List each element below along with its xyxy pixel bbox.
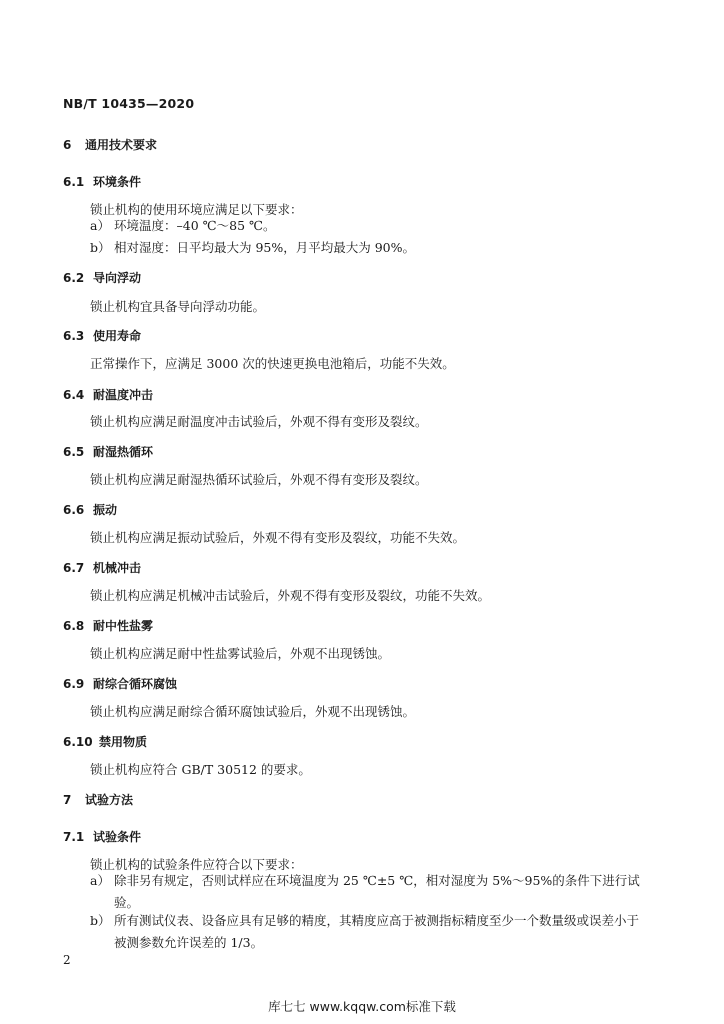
section-heading-6-10	[63, 733, 147, 750]
section-heading-7-1	[63, 828, 141, 845]
paragraph-6-2: 锁止机构宜具备导向浮动功能。	[90, 299, 266, 314]
section-heading-6-8	[63, 617, 153, 634]
paragraph-6-4: 锁止机构应满足耐温度冲击试验后，外观不得有变形及裂纹。	[90, 414, 428, 429]
section-number: 6.2	[63, 271, 85, 285]
section-number: 6.10	[63, 735, 93, 749]
section-heading-7	[63, 791, 133, 808]
section-title: 耐综合循环腐蚀	[93, 677, 178, 691]
standard-number: NB/T 10435—2020	[63, 96, 195, 111]
section-number: 6.7	[63, 561, 85, 575]
section-number: 6.5	[63, 445, 85, 459]
section-number: 6	[63, 138, 72, 152]
section-heading-6-1	[63, 173, 141, 190]
section-heading-6-3	[63, 327, 141, 344]
paragraph-6-1: 锁止机构的使用环境应满足以下要求：	[90, 202, 303, 217]
section-number: 7	[63, 793, 72, 807]
section-title: 环境条件	[93, 175, 142, 189]
list-text: 除非另有规定，否则试样应在环境温度为 25 ℃±5 ℃，相对湿度为 5%～95%的条件下进行试验。	[114, 873, 640, 910]
section-heading-6	[63, 136, 157, 153]
paragraph-6-6: 锁止机构应满足振动试验后，外观不得有变形及裂纹，功能不失效。	[90, 530, 466, 545]
list-marker: b）	[90, 913, 111, 928]
list-item-7-1-b	[90, 910, 650, 954]
section-number: 6.9	[63, 677, 85, 691]
list-text: 相对湿度：日平均最大为 95%，月平均最大为 90%。	[114, 240, 416, 255]
paragraph-6-10: 锁止机构应符合 GB/T 30512 的要求。	[90, 762, 311, 777]
section-title: 机械冲击	[93, 561, 142, 575]
section-number: 6.3	[63, 329, 85, 343]
section-heading-6-6	[63, 501, 117, 518]
paragraph-6-8: 锁止机构应满足耐中性盐雾试验后，外观不出现锈蚀。	[90, 646, 391, 661]
page-number: 2	[63, 953, 71, 967]
list-marker: a）	[90, 218, 110, 233]
list-item-6-1-b	[90, 237, 650, 259]
section-title: 通用技术要求	[85, 138, 158, 152]
list-marker: b）	[90, 240, 111, 255]
section-heading-6-9	[63, 675, 177, 692]
section-title: 禁用物质	[99, 735, 148, 749]
section-number: 6.8	[63, 619, 85, 633]
paragraph-6-5: 锁止机构应满足耐湿热循环试验后，外观不得有变形及裂纹。	[90, 472, 428, 487]
paragraph-6-7: 锁止机构应满足机械冲击试验后，外观不得有变形及裂纹，功能不失效。	[90, 588, 491, 603]
section-title: 导向浮动	[93, 271, 142, 285]
section-heading-6-5	[63, 443, 153, 460]
section-title: 耐湿热循环	[93, 445, 154, 459]
list-item-7-1-a	[90, 870, 650, 914]
section-heading-6-7	[63, 559, 141, 576]
section-title: 使用寿命	[93, 329, 142, 343]
list-text: 环境温度：–40 ℃～85 ℃。	[114, 218, 276, 233]
section-title: 耐温度冲击	[93, 388, 154, 402]
section-heading-6-4	[63, 386, 153, 403]
footer-watermark: 库七七 www.kqqw.com标准下载	[268, 999, 456, 1014]
list-item-6-1-a	[90, 215, 650, 237]
section-number: 6.1	[63, 175, 85, 189]
paragraph-7-1: 锁止机构的试验条件应符合以下要求：	[90, 857, 303, 872]
list-text: 所有测试仪表、设备应具有足够的精度，其精度应高于被测指标精度至少一个数量级或误差小于被测参数允许误差的 1/3。	[114, 913, 640, 950]
paragraph-6-9: 锁止机构应满足耐综合循环腐蚀试验后，外观不出现锈蚀。	[90, 704, 416, 719]
section-number: 6.4	[63, 388, 85, 402]
section-title: 振动	[93, 503, 118, 517]
section-title: 试验方法	[85, 793, 134, 807]
list-marker: a）	[90, 873, 110, 888]
section-number: 7.1	[63, 830, 85, 844]
section-number: 6.6	[63, 503, 85, 517]
section-title: 试验条件	[93, 830, 142, 844]
section-heading-6-2	[63, 269, 141, 286]
paragraph-6-3: 正常操作下，应满足 3000 次的快速更换电池箱后，功能不失效。	[90, 356, 455, 371]
section-title: 耐中性盐雾	[93, 619, 154, 633]
